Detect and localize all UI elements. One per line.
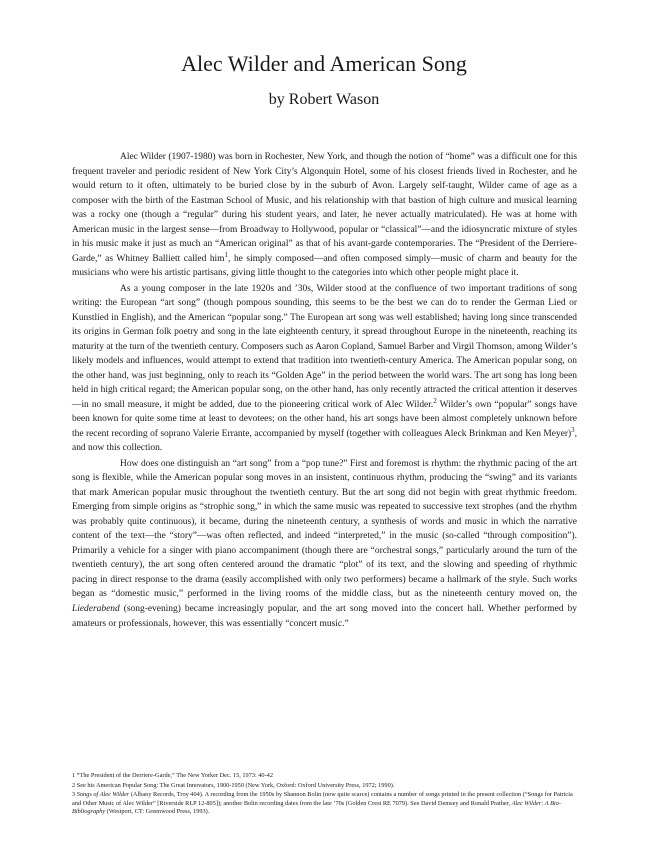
- footnote-2: [72, 782, 577, 791]
- text-run: 1 “The President of the Derriere-Garde,” The New Yorker Dec. 15, 1973: 40-42: [72, 772, 273, 779]
- text-run: Alec Wilder (1907-1980) was born in Rochester, New York, and though the notion of “home” was a difficult one for this frequent traveler and periodic resident of New York City’s Algonquin Hotel, some of his closest friends lived in Rochester, and he would return to it often, ultimately to be buried close by in the suburb of Avon. Largely self-taught, Wilder came of age as a composer with the birth of the Eastman School of Music, and his relationship with that bastion of high culture and musical learning was a rocky one (though a “regular” during his student years, and later, he never actually matriculated). He was at home with American music in the largest sense—from Broadway to Hollywood, popular or “classical”—and the idiosyncratic mixture of styles in his music make it just as much an “American original” as that of his avant-garde contemporaries. The “President of the Derriere-Garde,” as Whitney Balliett called him: [72, 152, 577, 264]
- paragraph-3: [72, 457, 577, 631]
- text-run: (Westport, CT: Greenwood Press, 1993).: [105, 808, 210, 816]
- footnote-ref: 2: [433, 396, 437, 405]
- paragraph-2: [72, 282, 577, 456]
- article-body: [72, 150, 577, 631]
- footnote-ref: 1: [224, 250, 229, 259]
- text-run: How does one distinguish an “art song” from a “pop tune?” First and foremost is rhythm: the rhythmic pacing of the art song is flexible, while the American popular song moves in an insistent, continuous rhythm, producing the “swing” and its variants that mark American popular music throughout the twentieth century. But the art song did not begin with great rhythmic freedom. Emerging from simple origins as “strophic song,” in which the same music was repeated to successive text strophes (and the rhythm was probably quite continuous), it became, during the nineteenth century, a synthesis of words and music in which the narrative content of the text—the “story”—was often reflected, and indeed “interpreted,” in the music (so-called “through composition”). Primarily a vehicle for a singer with piano accompaniment (though there are “orchestral songs,” particularly around the turn of the twentieth century), the art song often centered around the dramatic “plot” of its text, and the slowing and speeding of rhythmic pacing in direct response to the drama (easily accomplished with only two performers) became a hallmark of the style. Such works began as “domestic music,” performed in the living rooms of the middle class, but as the nineteenth century moved on, the: [72, 458, 577, 600]
- footnote-3: [72, 791, 577, 817]
- text-run: 3: [72, 791, 77, 799]
- footnote-ref: 3: [571, 425, 575, 434]
- document-title: Alec Wilder and American Song: [181, 51, 467, 76]
- text-run: 2 See his American Popular Song: The Great Innovators, 1900-1950 (New York, Oxford: Oxford University Press, 1972; 1990).: [72, 781, 395, 789]
- italic-text: Alec Wilder: A Bio-Bibliography: [72, 799, 561, 816]
- footnote-1: [72, 772, 577, 781]
- italic-text: Liederabend: [72, 603, 120, 614]
- text-run: , and now this collection.: [72, 428, 577, 454]
- footnotes: [72, 772, 577, 818]
- text-run: Wilder’s own “popular” songs have been known for quite some time at least to devotees; on the other hand, his art songs have been almost completely unknown before the recent recording of soprano Valerie Errante, accompanied by myself (together with colleagues Aleck Brinkman and Ken Meyer): [72, 399, 577, 439]
- text-run: As a young composer in the late 1920s and ’30s, Wilder stood at the confluence of two important traditions of song writing: the European “art song” (though pompous sounding, this seems to be the best we can do to render the German Lied or Kunstlied in English), and the American “popular song.” The European art song was well established; having long since transcended its origins in German folk poetry and song in the late eighteenth century, it spread throughout Europe in the nineteenth, reaching its maturity at the turn of the twentieth century. Composers such as Aaron Copland, Samuel Barber and Virgil Thomson, among Wilder’s likely models and influences, would attempt to extend that tradition into twentieth-century America. The American popular song, on the other hand, was just beginning, only to reach its “Golden Age” in the period between the world wars. The art song has long been held in high critical regard; the American popular song, on the other hand, has only recently attracted the critical attention it deserves—in no small measure, it might be added, due to the pioneering critical work of Alec Wilder.: [72, 283, 578, 410]
- author-byline: by Robert Wason: [268, 91, 380, 108]
- text-run: , he simply composed—and often composed simply—music of charm and beauty for the musicians who were his artistic partisans, giving little thought to the categories into which other people might place it.: [72, 253, 577, 279]
- text-run: (Albany Records, Troy 404). A recording from the 1950s by Shannon Bolin (now quite scarce) contains a number of songs printed in the present collection (“Songs for Patricia and Other Music of Alec Wilder” [Riverside RLP 12-805]); another Bolin recording dates from the late ’70s (Golden Crest RE 7079). See David Demsey and Ronald Prather,: [72, 791, 573, 807]
- paragraph-1: [72, 150, 577, 281]
- text-run: (song-evening) became increasingly popular, and the art song moved into the concert hall. Whether performed by amateurs or professionals, however, this was essentially “concert music.”: [72, 603, 577, 629]
- italic-text: Songs of Alec Wilder: [76, 791, 130, 799]
